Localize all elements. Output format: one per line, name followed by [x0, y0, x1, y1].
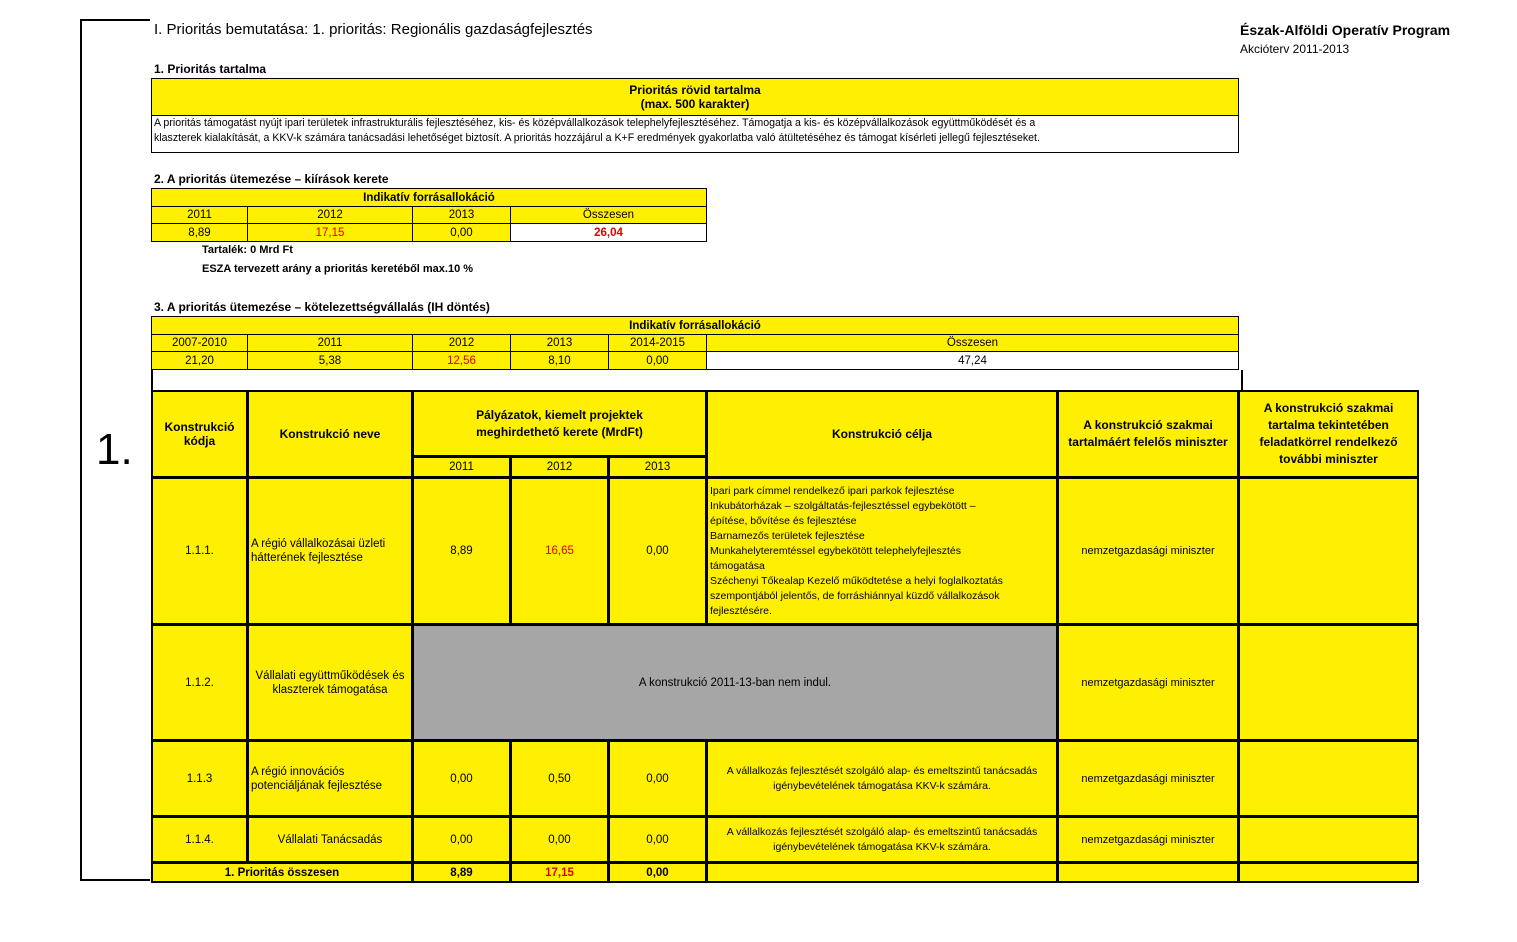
row3-2013: 0,00 — [608, 740, 707, 817]
s3-value-2014-2015: 0,00 — [608, 351, 707, 370]
s3-value-total: 47,24 — [706, 351, 1239, 370]
row1-other-minister — [1238, 477, 1419, 625]
row3-other-minister — [1238, 740, 1419, 817]
s3-header-total: Összesen — [706, 334, 1239, 352]
total-label: 1. Prioritás összesen — [151, 862, 413, 883]
row4-2013: 0,00 — [608, 816, 707, 863]
row1-goal-line: támogatása — [710, 559, 765, 572]
total-2011: 8,89 — [412, 862, 511, 883]
s3-value-2007-2010: 21,20 — [151, 351, 248, 370]
row1-goal-line: fejlesztésére. — [710, 604, 772, 617]
row1-code: 1.1.1. — [151, 477, 248, 625]
row2-not-started: A konstrukció 2011-13-ban nem indul. — [412, 624, 1058, 741]
row3-goal: A vállalkozás fejlesztését szolgáló alap- és emeltszintű tanácsadás igénybevételének támogatása KKV-k számára. — [706, 740, 1058, 817]
s3-header-2007-2010: 2007-2010 — [151, 334, 248, 352]
short-content-title-line2: (max. 500 karakter) — [640, 97, 750, 111]
row1-2011: 8,89 — [412, 477, 511, 625]
main-table-gap — [151, 370, 1243, 391]
s2-header-2013: 2013 — [412, 206, 511, 224]
col-header-2013: 2013 — [608, 456, 707, 478]
col-header-2011: 2011 — [412, 456, 511, 478]
action-plan: Akcióterv 2011-2013 — [1240, 42, 1350, 56]
page-title: I. Prioritás bemutatása: 1. prioritás: Regionális gazdaságfejlesztés — [154, 21, 593, 38]
row1-goal-line: Barnamezős területek fejlesztése — [710, 529, 865, 542]
total-goal-empty — [706, 862, 1058, 883]
priority-number: 1. — [96, 425, 133, 474]
section1-heading: 1. Prioritás tartalma — [154, 62, 267, 76]
s2-header-total: Összesen — [510, 206, 707, 224]
s3-value-2013: 8,10 — [510, 351, 609, 370]
program-name: Észak-Alföldi Operatív Program — [1240, 22, 1451, 38]
short-content-title-line1: Prioritás rövid tartalma — [629, 83, 761, 97]
col-header-2012: 2012 — [510, 456, 609, 478]
short-content-line2: klaszterek kialakítását, a KKV-k számára tanácsadási lehetőséget biztosít. A prioritás hozzájárul a K+F eredmények gyakorlatba való átültetéséhez és támogat kísérleti jellegű fejlesztéseket. — [154, 132, 1040, 144]
row4-goal: A vállalkozás fejlesztését szolgáló alap- és emeltszintű tanácsadás igénybevételének támogatása KKV-k számára. — [706, 816, 1058, 863]
s2-table-title: Indikatív forrásallokáció — [151, 188, 707, 207]
row4-name: Vállalati Tanácsadás — [247, 816, 413, 863]
row3-code: 1.1.3 — [151, 740, 248, 817]
total-2012: 17,15 — [510, 862, 609, 883]
s2-value-total: 26,04 — [510, 223, 707, 242]
total-minister-empty — [1057, 862, 1239, 883]
row3-minister: nemzetgazdasági miniszter — [1057, 740, 1239, 817]
row4-2012: 0,00 — [510, 816, 609, 863]
row4-minister: nemzetgazdasági miniszter — [1057, 816, 1239, 863]
s2-value-2011: 8,89 — [151, 223, 248, 242]
reserve-note: Tartalék: 0 Mrd Ft — [202, 244, 293, 256]
col-header-budget: Pályázatok, kiemelt projektek meghirdethető kerete (MrdFt) — [412, 390, 707, 457]
row2-other-minister — [1238, 624, 1419, 741]
total-2013: 0,00 — [608, 862, 707, 883]
row3-2011: 0,00 — [412, 740, 511, 817]
row4-2011: 0,00 — [412, 816, 511, 863]
col-header-goal: Konstrukció célja — [706, 390, 1058, 478]
row1-goal-line: Széchenyi Tőkealap Kezelő működtetése a helyi foglalkoztatás — [710, 574, 1003, 587]
s3-header-2013: 2013 — [510, 334, 609, 352]
s2-value-2012: 17,15 — [247, 223, 413, 242]
s2-header-2012: 2012 — [247, 206, 413, 224]
row2-minister: nemzetgazdasági miniszter — [1057, 624, 1239, 741]
col-header-code: Konstrukció kódja — [151, 390, 248, 478]
short-content-title — [151, 78, 1239, 116]
row1-goal-line: Ipari park címmel rendelkező ipari parkok fejlesztése — [710, 484, 955, 497]
row2-code: 1.1.2. — [151, 624, 248, 741]
s3-header-2014-2015: 2014-2015 — [608, 334, 707, 352]
row1-goal — [706, 477, 1058, 625]
short-content-line1: A prioritás támogatást nyújt ipari területek infrastrukturális fejlesztéséhez, kis- és középvállalkozások telephelyfejlesztéséhez. Támogatja a kis- és középvállalkozások együttműködését és a — [154, 117, 1036, 129]
row4-other-minister — [1238, 816, 1419, 863]
row1-minister: nemzetgazdasági miniszter — [1057, 477, 1239, 625]
s3-value-2011: 5,38 — [247, 351, 413, 370]
row1-2012: 16,65 — [510, 477, 609, 625]
col-header-other-minister: A konstrukció szakmai tartalma tekintetében feladatkörrel rendelkező további miniszter — [1238, 390, 1419, 478]
row1-goal-line: Inkubátorházak – szolgáltatás-fejlesztéssel egybekötött – — [710, 499, 976, 512]
section3-heading: 3. A prioritás ütemezése – kötelezettségvállalás (IH döntés) — [154, 300, 490, 314]
row1-goal-line: építése, bővítése és fejlesztése — [710, 514, 857, 527]
row3-2012: 0,50 — [510, 740, 609, 817]
s2-header-2011: 2011 — [151, 206, 248, 224]
s3-header-2012: 2012 — [412, 334, 511, 352]
row1-goal-line: Munkahelyteremtéssel egybekötött telephelyfejlesztés — [710, 544, 961, 557]
s3-header-2011: 2011 — [247, 334, 413, 352]
row1-name: A régió vállalkozásai üzleti hátterének fejlesztése — [247, 477, 413, 625]
row2-name: Vállalati együttműködések és klaszterek támogatása — [247, 624, 413, 741]
total-other-empty — [1238, 862, 1419, 883]
short-content-text — [151, 115, 1239, 153]
s3-table-title: Indikatív forrásallokáció — [151, 316, 1239, 335]
row1-2013: 0,00 — [608, 477, 707, 625]
s3-value-2012: 12,56 — [412, 351, 511, 370]
row1-goal-line: szempontjából jelentős, de forráshiánnyal küzdő vállalkozások — [710, 589, 1000, 602]
section2-heading: 2. A prioritás ütemezése – kiírások kerete — [154, 172, 389, 186]
col-header-name: Konstrukció neve — [247, 390, 413, 478]
row4-code: 1.1.4. — [151, 816, 248, 863]
esza-note: ESZA tervezett arány a prioritás keretéből max.10 % — [202, 263, 474, 275]
row3-name: A régió innovációs potenciáljának fejlesztése — [247, 740, 413, 817]
col-header-minister: A konstrukció szakmai tartalmáért felelős miniszter — [1057, 390, 1239, 478]
s2-value-2013: 0,00 — [412, 223, 511, 242]
